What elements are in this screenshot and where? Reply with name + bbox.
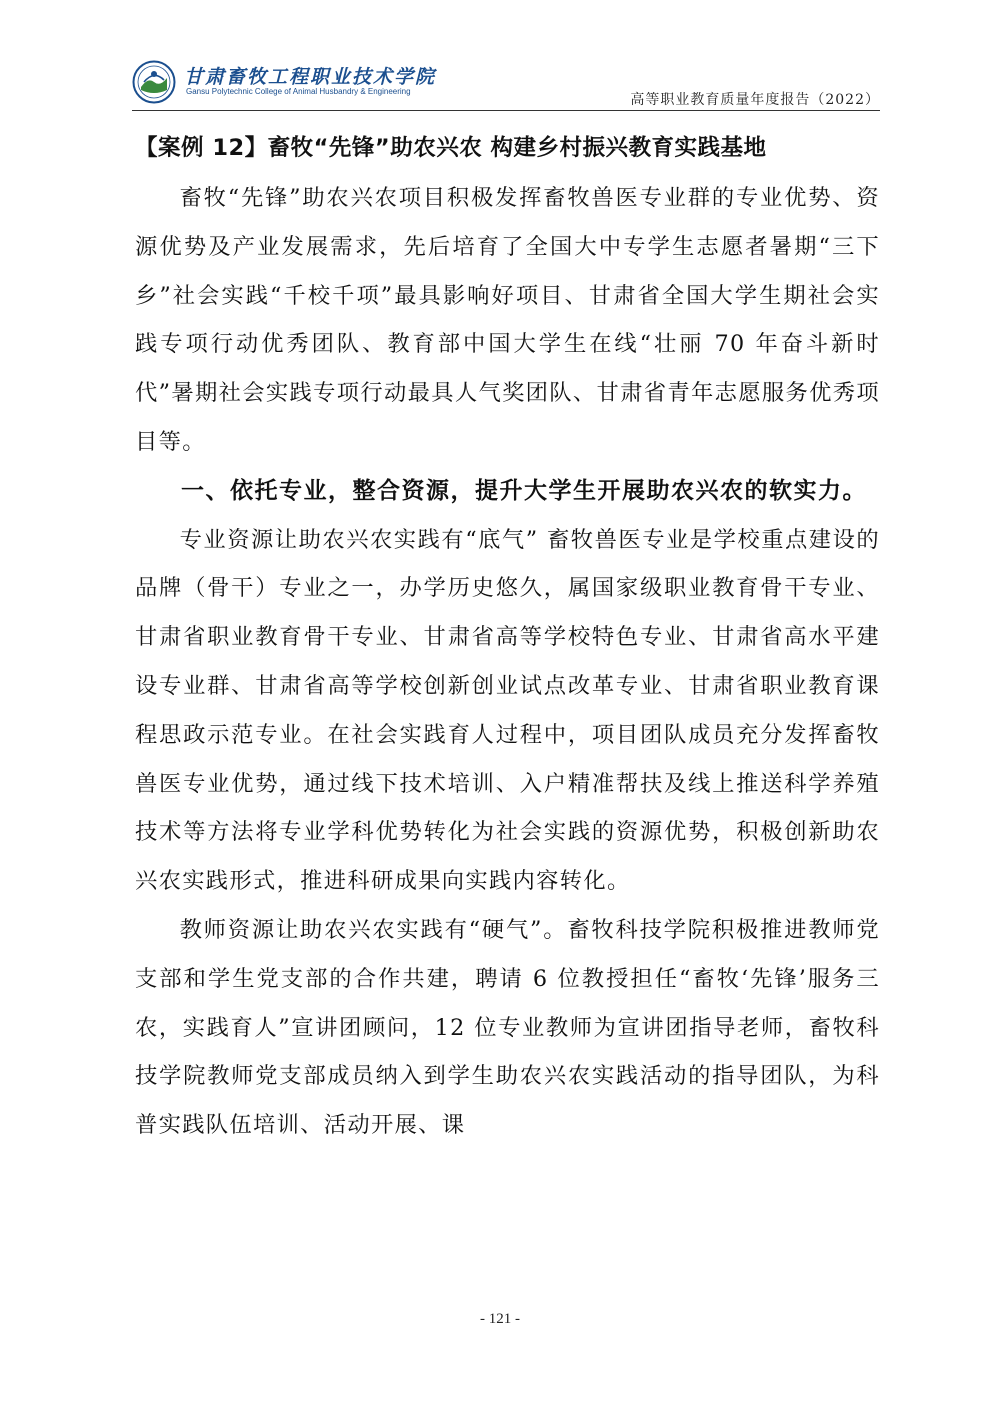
report-title: 高等职业教育质量年度报告（2022） (630, 92, 880, 108)
page-number: - 121 - (480, 1311, 520, 1327)
school-name-en: Gansu Polytechnic College of Animal Husbandry & Engineering (186, 87, 411, 96)
document-body (135, 124, 880, 1150)
paragraph-teacher-resources: 教师资源让助农兴农实践有“硬气”。畜牧科技学院积极推进教师党支部和学生党支部的合作共建，聘请 6 位教授担任“畜牧‘先锋’服务三农，实践育人”宣讲团顾问，12 位专业教师为宣讲团指导老师，畜牧科技学院教师党支部成员纳入到学生助农兴农实践活动的指导团队，为科普实践队伍培训、活动开展、课 (135, 916, 880, 1139)
college-emblem-icon (132, 60, 176, 104)
case-title: 【案例 12】畜牧“先锋”助农兴农 构建乡村振兴教育实践基地 (135, 135, 767, 161)
paragraph-professional-resources: 专业资源让助农兴农实践有“底气” 畜牧兽医专业是学校重点建设的品牌（骨干）专业之一，办学历史悠久，属国家级职业教育骨干专业、甘肃省职业教育骨干专业、甘肃省高等学校特色专业、甘肃省高水平建设专业群、甘肃省高等学校创新创业试点改革专业、甘肃省职业教育课程思政示范专业。在社会实践育人过程中，项目团队成员充分发挥畜牧兽医专业优势，通过线下技术培训、入户精准帮扶及线上推送科学养殖技术等方法将专业学科优势转化为社会实践的资源优势，积极创新助农兴农实践形式，推进科研成果向实践内容转化。 (135, 526, 880, 895)
header-divider (132, 110, 880, 111)
school-name-cn: 甘肃畜牧工程职业技术学院 (184, 66, 437, 88)
section-heading-1: 一、依托专业，整合资源，提升大学生开展助农兴农的软实力。 (181, 477, 867, 504)
paragraph-intro: 畜牧“先锋”助农兴农项目积极发挥畜牧兽医专业群的专业优势、资源优势及产业发展需求，先后培育了全国大中专学生志愿者暑期“三下乡”社会实践“千校千项”最具影响好项目、甘肃省全国大学生期社会实践专项行动优秀团队、教育部中国大学生在线“壮丽 70 年奋斗新时代”暑期社会实践专项行动最具人气奖团队、甘肃省青年志愿服务优秀项目等。 (135, 185, 880, 455)
page-header (132, 56, 880, 110)
